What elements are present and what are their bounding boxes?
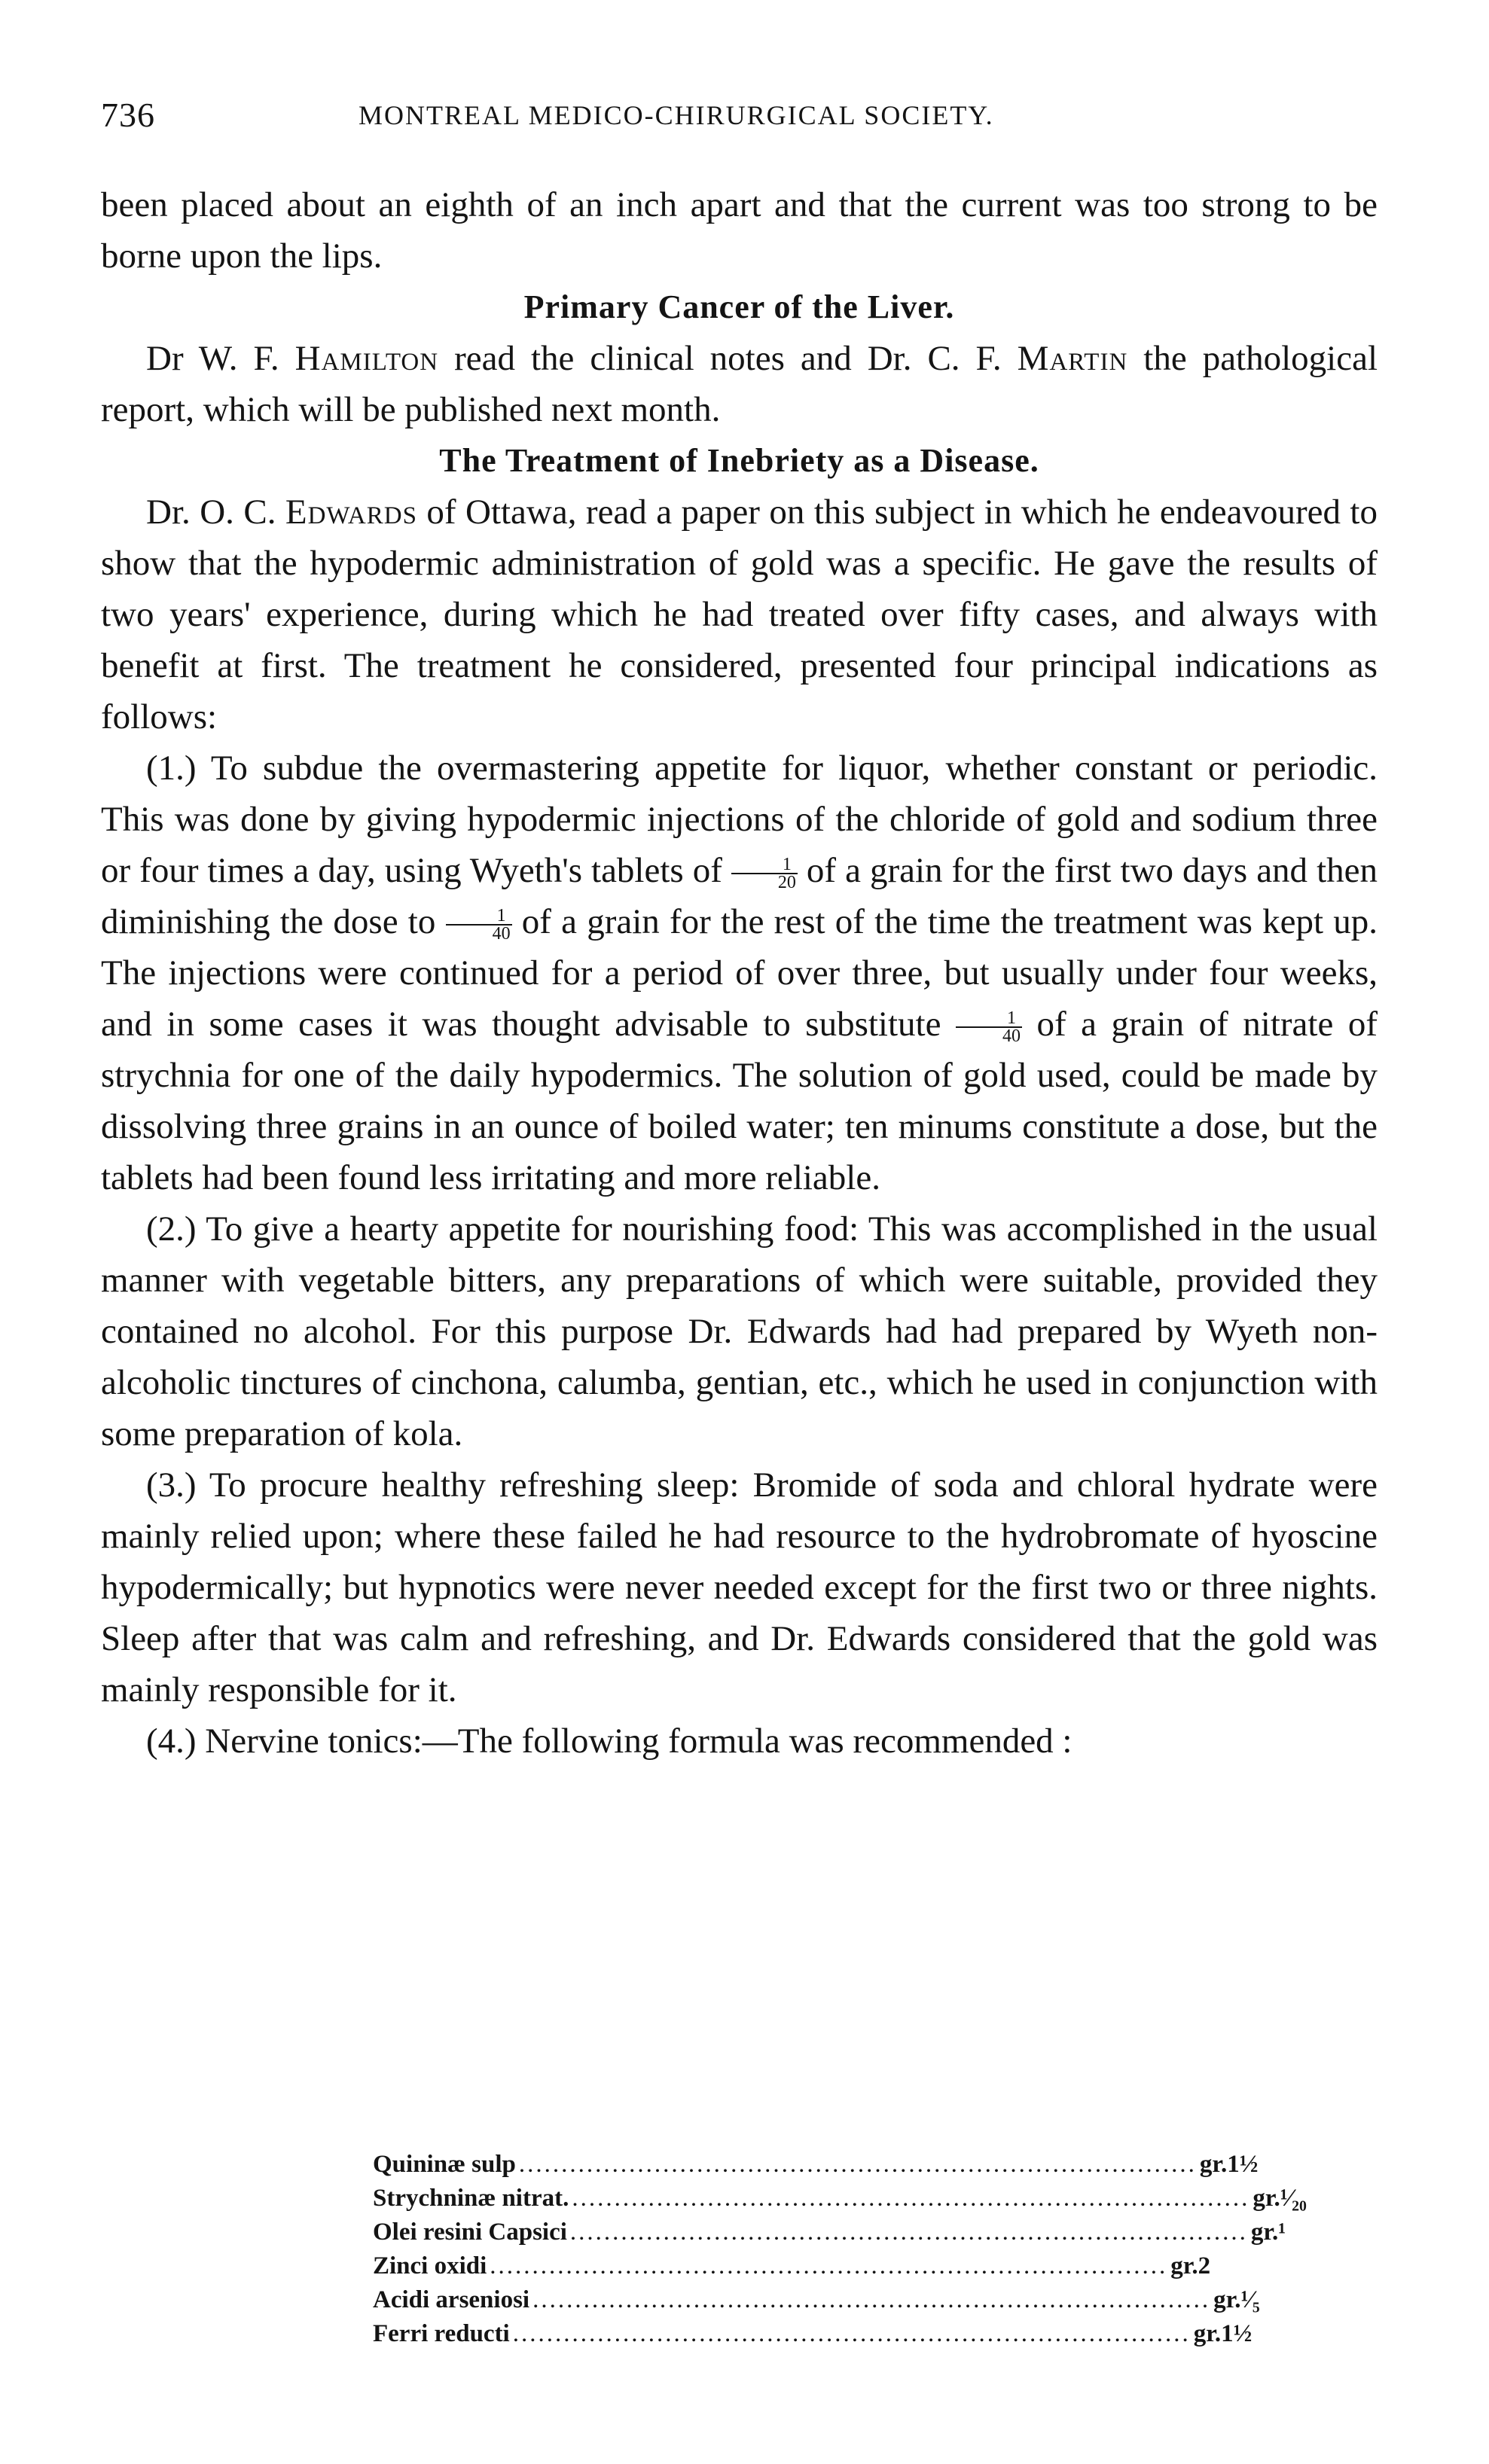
indication-2: (2.) To give a hearty appetite for nourishing food: This was accomplished in the usual manner with vegetable bitters, any preparations of which were suitable, provided they contained no alcohol. For this purpose Dr. Edwards had had prepared by Wyeth non-alcoholic tinctures of cinchona, calumba, gentian, etc., which he used in conjunction with some preparation of kola. — [101, 1209, 1378, 1453]
paragraph-inebriety-intro — [101, 486, 1378, 743]
text-run: Dr. O. C. — [146, 492, 285, 532]
formula-row — [373, 2148, 1259, 2182]
formula-unit: gr. — [1170, 2252, 1198, 2280]
fraction-numerator: 1 — [731, 856, 798, 874]
indication-1 — [101, 743, 1378, 1203]
formula-unit: gr. — [1253, 2185, 1280, 2212]
dot-leader: ................................................................................ — [518, 2151, 1197, 2178]
formula-dose: ¹⁄₂₀ — [1280, 2185, 1307, 2212]
text-run: of a grain of nitrate of strychnia for one of the daily hypodermics. The solution of gold used, could be made by dissolving three grains in an ounce of boiled water; ten minums constitute a dose, but the tablets had been found less irritating and more reliable. — [101, 1005, 1378, 1197]
running-head: MONTREAL MEDICO-CHIRURGICAL SOCIETY. — [359, 100, 994, 130]
formula-dose: ¹ — [1278, 2219, 1286, 2246]
indication-3: (3.) To procure healthy refreshing sleep: Bromide of soda and chloral hydrate were mainly relied upon; where these failed he had resource to the hydrobromate of hyoscine hypodermically; but hypnotics were never needed except for the first two or three nights. Sleep after that was calm and refreshing, and Dr. Edwards considered that the gold was mainly responsible for it. — [101, 1465, 1378, 1709]
formula-drug: Quininæ sulp — [373, 2151, 516, 2178]
prescription-formula — [373, 2148, 1307, 2351]
fraction-numerator: 1 — [446, 907, 512, 926]
formula-dose: 1½ — [1221, 2320, 1253, 2347]
formula-drug: Ferri reducti — [373, 2320, 510, 2347]
formula-unit: gr. — [1199, 2151, 1228, 2178]
formula-drug: Strychninæ nitrat. — [373, 2185, 569, 2212]
indication-4: (4.) Nervine tonics:—The following formula was recommended : — [146, 1721, 1073, 1761]
formula-row — [373, 2182, 1307, 2215]
page-header — [101, 95, 1366, 140]
intro-paragraph: been placed about an eighth of an inch apart and that the current was too strong to be borne upon the lips. — [101, 185, 1378, 276]
dot-leader: ................................................................................ — [532, 2286, 1211, 2313]
article-body — [101, 179, 1378, 1767]
fraction-denominator: 40 — [492, 924, 511, 944]
dot-leader: ................................................................................ — [569, 2219, 1248, 2246]
dot-leader: ................................................................................ — [490, 2252, 1168, 2280]
text-run: Dr W. F. — [146, 339, 295, 378]
dot-leader: ................................................................................ — [512, 2320, 1191, 2347]
fraction-denominator: 40 — [1002, 1026, 1021, 1047]
page-number: 736 — [101, 96, 155, 134]
formula-unit: gr. — [1250, 2219, 1279, 2246]
text-run: (1.) To subdue the overmastering appetite for liquor, whether constant or periodic. This was done by giving hypodermic injections of the chloride of gold and sodium three or four times a day, using Wyeth's tablets of — [101, 749, 1378, 890]
formula-row — [373, 2317, 1253, 2351]
fraction — [731, 856, 798, 891]
text-run: of Ottawa, read a paper on this subject in which he endeavoured to show that the hypodermic administration of gold was a specific. He gave the results of two years' experience, during which he had treated over fifty cases, and always with benefit at first. The treatment he considered, presented four principal indications as follows: — [101, 492, 1378, 736]
author-name: Edwards — [285, 492, 417, 532]
paragraph-liver — [101, 333, 1378, 435]
dot-leader: ................................................................................ — [572, 2185, 1250, 2212]
author-name: Hamilton — [294, 339, 439, 378]
formula-dose: 1½ — [1227, 2151, 1259, 2178]
formula-row — [373, 2283, 1260, 2317]
fraction-denominator: 20 — [777, 873, 796, 893]
formula-dose: ¹⁄₅ — [1240, 2286, 1260, 2313]
section-heading-inebriety: The Treatment of Inebriety as a Disease. — [439, 442, 1039, 479]
fraction — [446, 907, 512, 942]
formula-row — [373, 2249, 1211, 2283]
fraction — [956, 1008, 1022, 1047]
text-run: read the clinical notes and Dr. C. F. — [438, 339, 1018, 378]
author-name: Martin — [1017, 339, 1128, 378]
text-run: of a grain for the rest of the time the treatment was kept up. The injections were continued for a period of over three, but usually under four weeks, and in some cases it was thought advisable to substitute — [101, 902, 1378, 1044]
formula-dose: 2 — [1198, 2252, 1211, 2280]
section-heading-liver: Primary Cancer of the Liver. — [523, 288, 955, 325]
formula-drug: Zinci oxidi — [373, 2252, 487, 2280]
fraction-numerator: 1 — [956, 1010, 1022, 1028]
formula-unit: gr. — [1193, 2320, 1222, 2347]
formula-drug: Acidi arseniosi — [373, 2286, 530, 2313]
text-run: of a grain for the first two days and then diminishing the dose to — [101, 851, 1378, 941]
text-run: the pathological report, which will be published next month. — [101, 339, 1378, 429]
formula-row — [373, 2215, 1286, 2249]
formula-unit: gr. — [1213, 2286, 1241, 2313]
formula-drug: Olei resini Capsici — [373, 2219, 567, 2246]
